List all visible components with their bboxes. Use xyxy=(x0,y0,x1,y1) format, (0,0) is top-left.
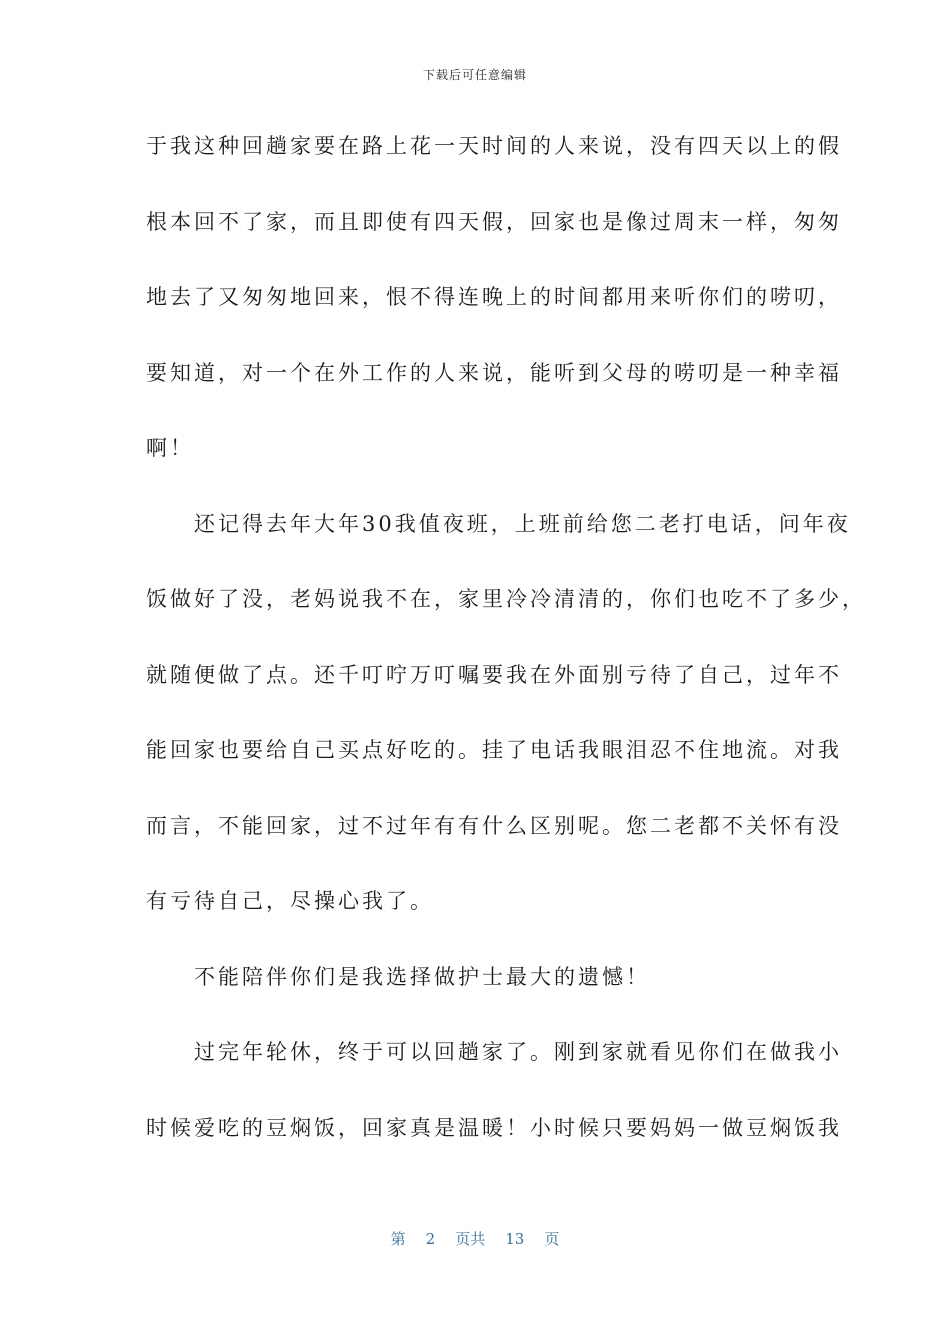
text-line: 而言，不能回家，过不过年有有什么区别呢。您二老都不关怀有没 xyxy=(146,813,842,838)
header-note: 下载后可任意编辑 xyxy=(422,68,527,82)
text-line: 还记得去年大年30我值夜班，上班前给您二老打电话，问年夜 xyxy=(146,511,851,536)
total-pages-number: 13 xyxy=(505,1230,525,1248)
footer-middle: 页共 xyxy=(455,1230,486,1248)
text-line: 时候爱吃的豆焖饭，回家真是温暖！小时候只要妈妈一做豆焖饭我 xyxy=(146,1115,842,1140)
text-line: 啊！ xyxy=(146,436,194,460)
text-line: 就随便做了点。还千叮咛万叮嘱要我在外面别亏待了自己，过年不 xyxy=(146,662,842,687)
page-header xyxy=(0,66,950,83)
current-page-number: 2 xyxy=(425,1230,436,1248)
text-line: 过完年轮休，终于可以回趟家了。刚到家就看见你们在做我小 xyxy=(146,1040,842,1064)
text-line: 能回家也要给自己买点好吃的。挂了电话我眼泪忍不住地流。对我 xyxy=(146,738,842,762)
text-line: 饭做好了没，老妈说我不在，家里冷冷清清的，你们也吃不了多少， xyxy=(146,587,866,611)
text-line: 根本回不了家，而且即使有四天假，回家也是像过周末一样，匆匆 xyxy=(146,209,842,234)
text-line: 有亏待自己，尽操心我了。 xyxy=(146,889,434,913)
text-line: 地去了又匆匆地回来，恨不得连晚上的时间都用来听你们的唠叨， xyxy=(146,285,842,309)
footer-prefix: 第 xyxy=(390,1230,406,1248)
footer-suffix: 页 xyxy=(544,1230,560,1248)
text-line: 要知道，对一个在外工作的人来说，能听到父母的唠叨是一种幸福 xyxy=(146,360,842,385)
page-footer xyxy=(0,1228,950,1249)
document-body xyxy=(146,118,866,1175)
text-line: 于我这种回趟家要在路上花一天时间的人来说，没有四天以上的假 xyxy=(146,134,842,158)
text-line: 不能陪伴你们是我选择做护士最大的遗憾！ xyxy=(146,964,650,989)
